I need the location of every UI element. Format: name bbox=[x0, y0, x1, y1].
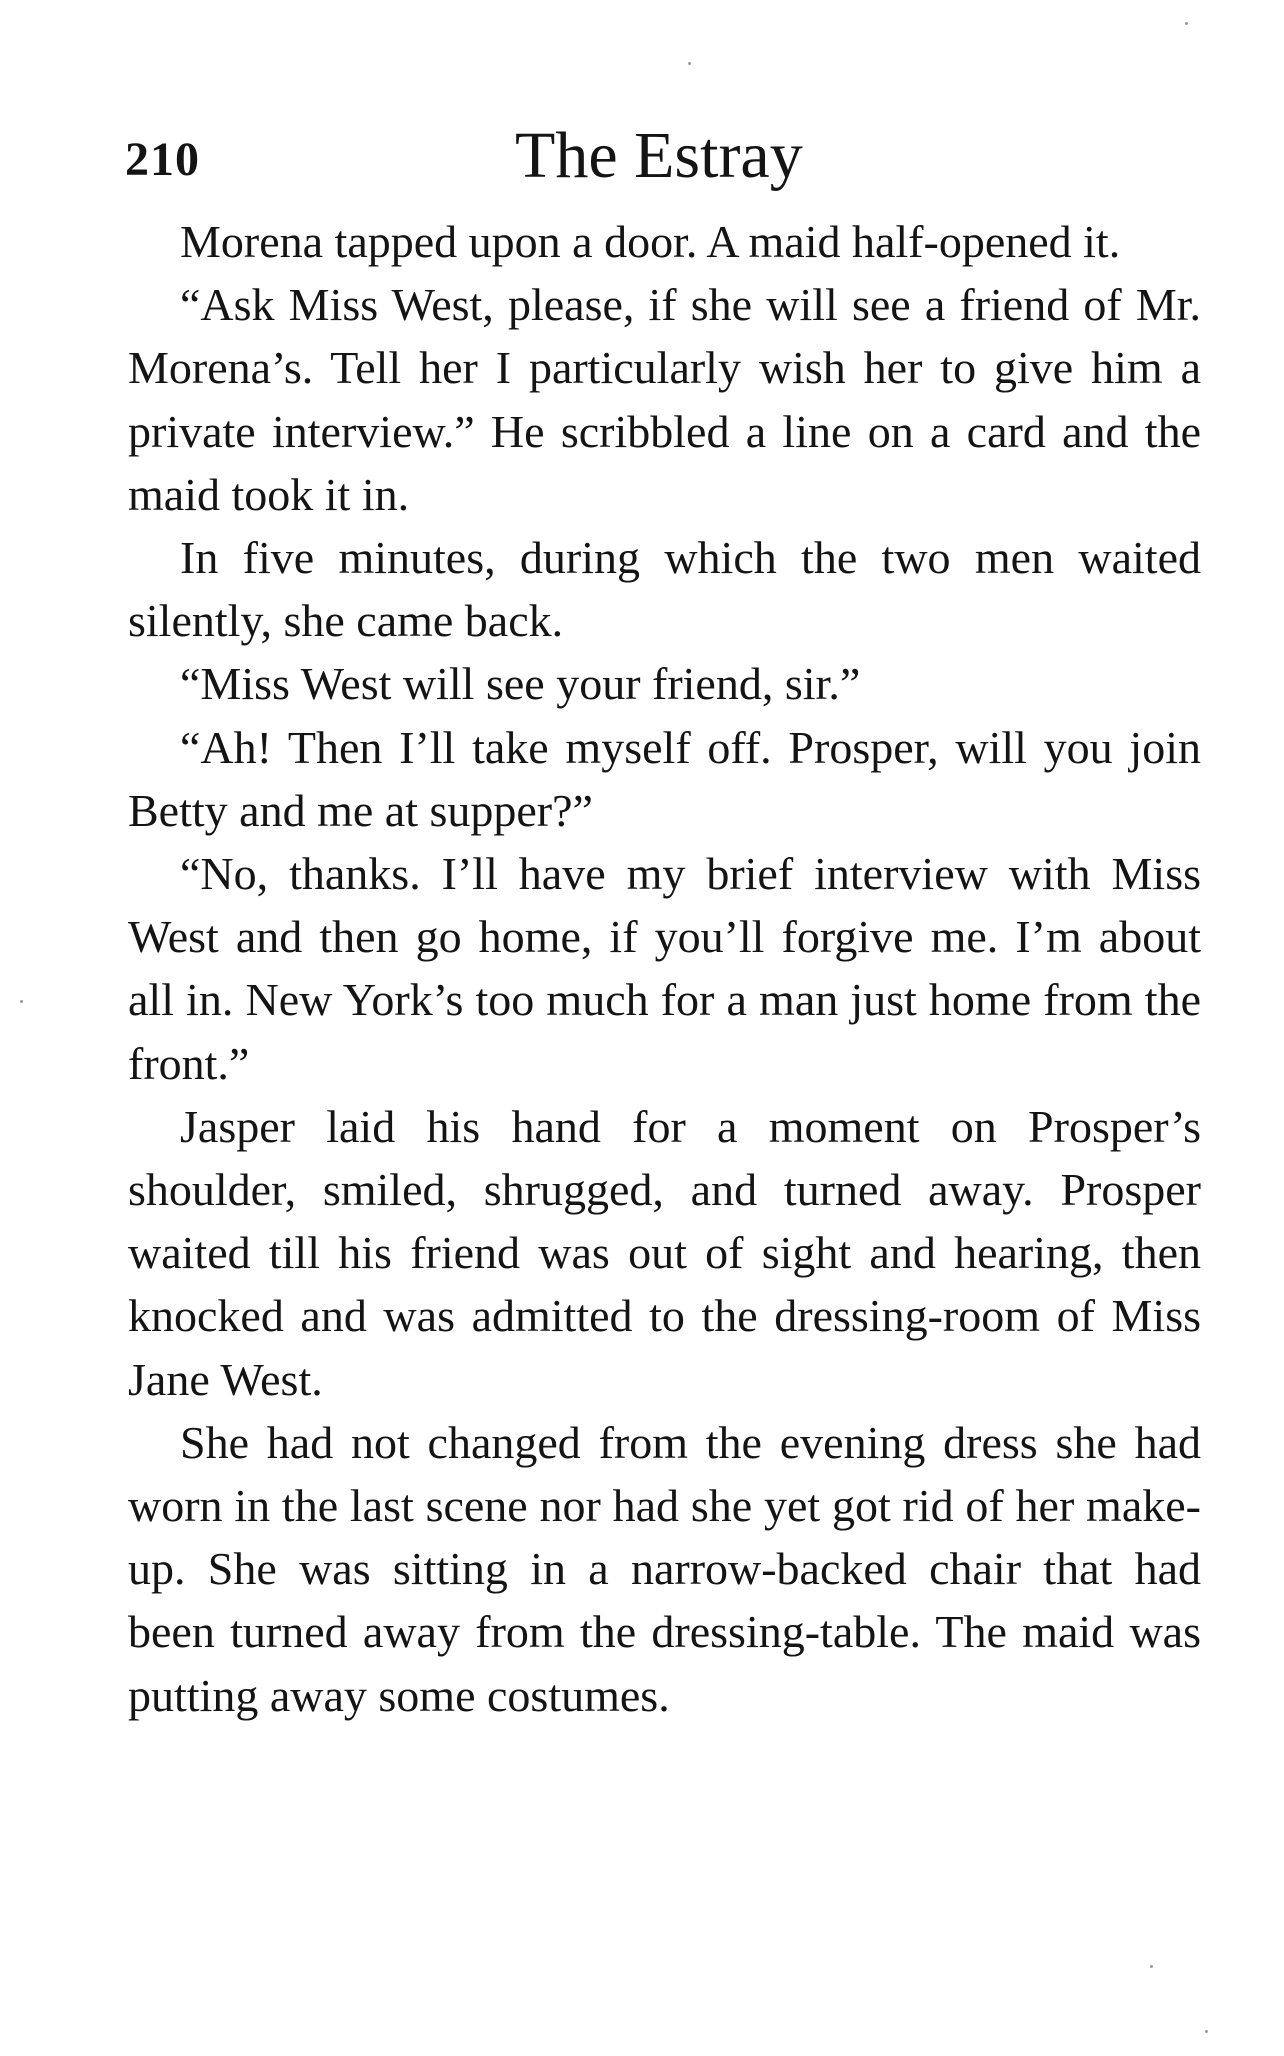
paper-speck bbox=[688, 62, 691, 65]
paragraph: “Miss West will see your friend, sir.” bbox=[180, 658, 861, 710]
paragraph: “Ask Miss West, please, if she will see a friend of Mr. Morena’s. Tell her I particularly wish her to give him a private interview.” He scribbled a line on a card and the maid took it in. bbox=[128, 279, 1201, 520]
paper-speck bbox=[20, 1000, 23, 1003]
paragraph: Jasper laid his hand for a moment on Prosper’s shoulder, smiled, shrugged, and turned away. Prosper waited till his friend was out of sight and hearing, then knocked and was admitted to the dressing-room of Miss Jane West. bbox=[128, 1100, 1201, 1405]
paragraph: In five minutes, during which the two men waited silently, she came back. bbox=[128, 532, 1201, 647]
page-header bbox=[125, 118, 1205, 198]
paragraph: She had not changed from the evening dress she had worn in the last scene nor had she yet got rid of her make-up. She was sitting in a narrow-backed chair that had been turned away from the dressing-table. The maid was putting away some costumes. bbox=[128, 1416, 1201, 1721]
page-number: 210 bbox=[125, 133, 200, 186]
paper-speck bbox=[1150, 1965, 1153, 1968]
paragraph: “Ah! Then I’ll take myself off. Prosper, will you join Betty and me at supper?” bbox=[128, 721, 1201, 836]
paper-speck bbox=[1205, 2030, 1208, 2033]
paragraph: “No, thanks. I’ll have my brief interview with Miss West and then go home, if you’ll forgive me. I’m about all in. New York’s too much for a man just home from the front.” bbox=[128, 848, 1201, 1089]
paragraph: Morena tapped upon a door. A maid half-opened it. bbox=[180, 216, 1121, 267]
body-text bbox=[128, 210, 1201, 1727]
running-head: The Estray bbox=[515, 119, 803, 192]
paper-speck bbox=[1185, 22, 1188, 25]
